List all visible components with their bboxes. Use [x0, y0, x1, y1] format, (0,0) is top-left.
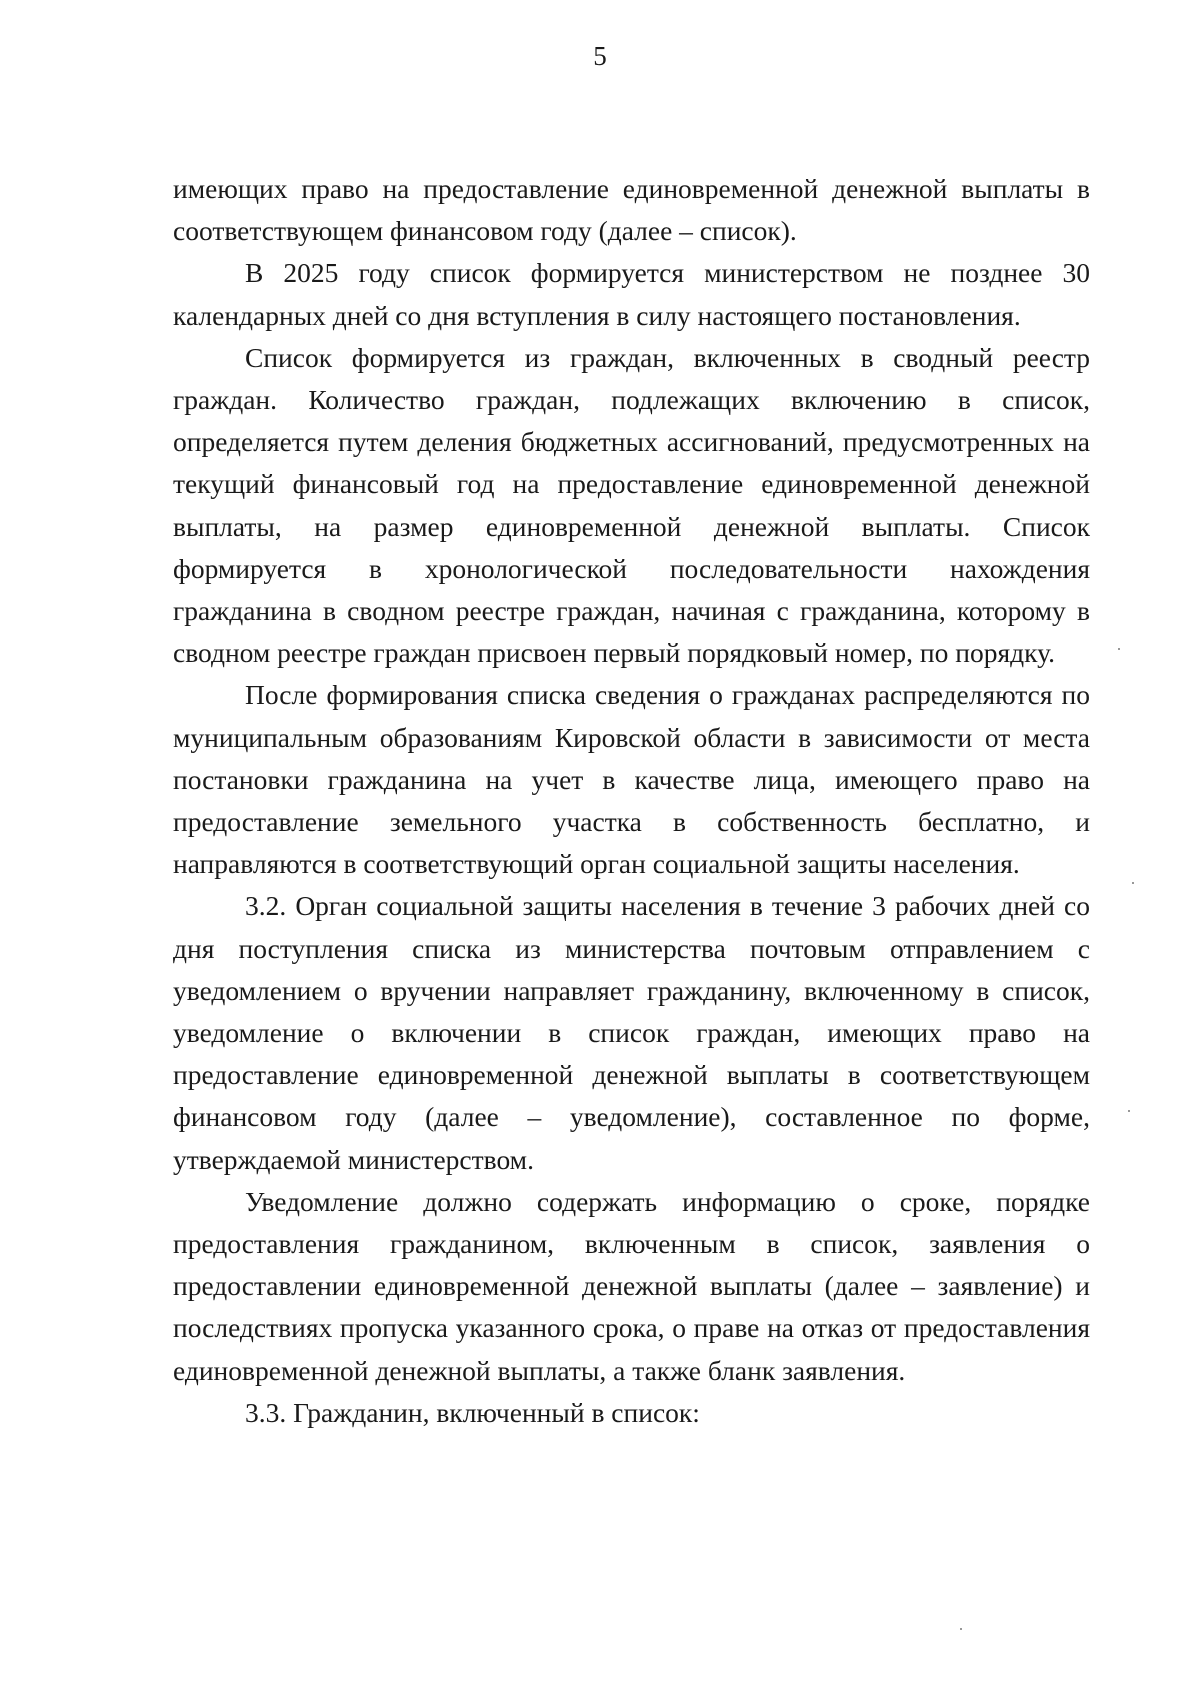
scan-speck	[1132, 882, 1134, 884]
paragraph-list-formation: Список формируется из граждан, включенных в сводный реестр граждан. Количество граждан, подлежащих включению в список, определяется путем деления бюджетных ассигнований, предусмотренных на текущий финансовый год на предоставление единовременной денежной выплаты, на размер единовременной денежной выплаты. Список формируется в хронологической последовательности нахождения гражданина в сводном реестре граждан, начиная с гражданина, которому в сводном реестре граждан присвоен первый порядковый номер, по порядку.	[173, 341, 1090, 669]
scan-speck	[1128, 1110, 1130, 1112]
document-body	[173, 168, 1090, 1434]
paragraph-2025-list-deadline: В 2025 году список формируется министерством не позднее 30 календарных дней со дня вступления в силу настоящего постановления.	[173, 257, 1090, 331]
paragraph-3-3-citizen: 3.3. Гражданин, включенный в список:	[245, 1396, 700, 1428]
scan-speck	[1118, 648, 1120, 650]
paragraph-notification-content: Уведомление должно содержать информацию о сроке, порядке предоставления гражданином, включенным в список, заявления о предоставлении единовременной денежной выплаты (далее – заявление) и последствиях пропуска указанного срока, о праве на отказ от предоставления единовременной денежной выплаты, а также бланк заявления.	[173, 1185, 1090, 1386]
scan-speck	[960, 1628, 962, 1630]
page-number: 5	[593, 41, 607, 71]
paragraph-3-2-notification: 3.2. Орган социальной защиты населения в течение 3 рабочих дней со дня поступления списка из министерства почтовым отправлением с уведомлением о вручении направляет гражданину, включенному в список, уведомление о включении в список граждан, имеющих право на предоставление единовременной денежной выплаты в соответствующем финансовом году (далее – уведомление), составленное по форме, утверждаемой министерством.	[173, 890, 1090, 1175]
paragraph-continuation: имеющих право на предоставление единовременной денежной выплаты в соответствующем финансовом году (далее – список).	[173, 173, 1090, 247]
paragraph-distribution: После формирования списка сведения о гражданах распределяются по муниципальным образованиям Кировской области в зависимости от места постановки гражданина на учет в качестве лица, имеющего право на предоставление земельного участка в собственность бесплатно, и направляются в соответствующий орган социальной защиты населения.	[173, 679, 1090, 880]
